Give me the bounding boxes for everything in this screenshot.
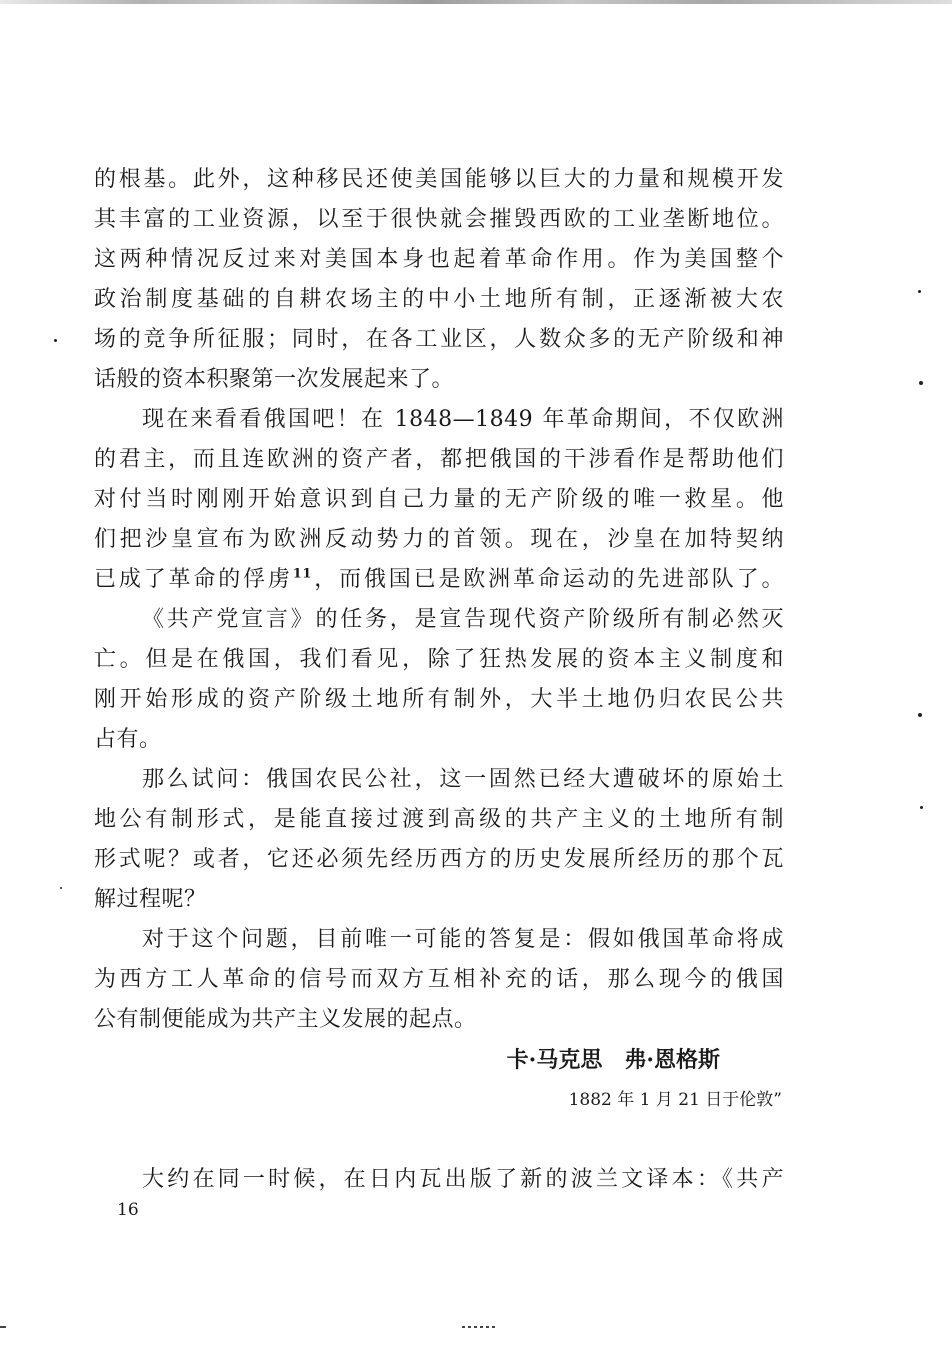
body-line bbox=[94, 560, 784, 600]
scan-speck bbox=[920, 806, 923, 809]
body-line bbox=[94, 640, 784, 680]
body-line bbox=[94, 520, 784, 560]
body-line bbox=[94, 600, 784, 640]
body-line-text: 对付当时刚刚开始意识到自己力量的无产阶级的唯一救星。他 bbox=[94, 487, 784, 512]
scan-speck bbox=[918, 713, 922, 717]
body-line bbox=[94, 160, 784, 200]
body-line bbox=[94, 360, 784, 400]
after-line-text: 大约在同一时候，在日内瓦出版了新的波兰文译本：《共产 bbox=[142, 1167, 784, 1192]
continuation-text bbox=[94, 1160, 784, 1200]
body-line-text: 其丰富的工业资源，以至于很快就会摧毁西欧的工业垄断地位。 bbox=[94, 207, 784, 232]
section-gap bbox=[94, 1120, 784, 1160]
body-line-text: 《共产党宣言》的任务，是宣告现代资产阶级所有制必然灭 bbox=[142, 607, 784, 632]
main-text bbox=[94, 160, 784, 1040]
footnote-ref[interactable]: 11 bbox=[292, 566, 312, 582]
body-line-text: 公有制便能成为共产主义发展的起点。 bbox=[94, 1007, 477, 1032]
body-line bbox=[94, 880, 784, 920]
body-line-text: 为西方工人革命的信号而双方互相补充的话，那么现今的俄国 bbox=[94, 967, 784, 992]
body-line bbox=[94, 480, 784, 520]
body-line-text: 对于这个问题，目前唯一可能的答复是：假如俄国革命将成 bbox=[142, 927, 784, 952]
body-line-text: 地公有制形式，是能直接过渡到高级的共产主义的土地所有制 bbox=[94, 807, 784, 832]
scan-top-edge bbox=[0, 0, 952, 4]
page-number: 16 bbox=[117, 1200, 139, 1220]
dateline: 1882 年 1 月 21 日于伦敦” bbox=[568, 1090, 782, 1110]
body-line bbox=[94, 800, 784, 840]
body-line bbox=[94, 840, 784, 880]
body-line bbox=[94, 680, 784, 720]
body-line bbox=[94, 200, 784, 240]
body-line-text: 的君主，而且连欧洲的资产者，都把俄国的干涉看作是帮助他们 bbox=[94, 447, 784, 472]
body-line-text: 场的竞争所征服；同时，在各工业区，人数众多的无产阶级和神 bbox=[94, 327, 784, 352]
body-line bbox=[94, 320, 784, 360]
body-line-text-tail: ，而俄国已是欧洲革命运动的先进部队了。 bbox=[311, 567, 784, 592]
body-line-text: 政治制度基础的自耕农场主的中小土地所有制，正逐渐被大农 bbox=[94, 287, 784, 312]
body-line bbox=[94, 720, 784, 760]
body-line bbox=[94, 760, 784, 800]
body-line-text: 解过程呢？ bbox=[94, 887, 207, 912]
signature: 卡·马克思 弗·恩格斯 bbox=[506, 1047, 720, 1073]
body-line-text: 现在来看看俄国吧！在 1848—1849 年革命期间，不仅欧洲 bbox=[142, 407, 784, 432]
scan-speck bbox=[60, 887, 62, 889]
body-line bbox=[94, 1000, 784, 1040]
body-line bbox=[94, 920, 784, 960]
body-line-text: 刚开始形成的资产阶级土地所有制外，大半土地仍归农民公共 bbox=[94, 687, 784, 712]
scan-speck bbox=[918, 290, 921, 293]
body-line bbox=[94, 960, 784, 1000]
body-line-text: 已成了革命的俘虏 bbox=[94, 567, 293, 592]
scan-corner-mark bbox=[0, 1326, 6, 1328]
body-line bbox=[94, 440, 784, 480]
after-line bbox=[94, 1160, 784, 1200]
scan-speck bbox=[919, 381, 923, 385]
body-line bbox=[94, 400, 784, 440]
scan-bottom-mark bbox=[462, 1326, 498, 1328]
body-line-text: 这两种情况反过来对美国本身也起着革命作用。作为美国整个 bbox=[94, 247, 784, 272]
body-line bbox=[94, 240, 784, 280]
body-line-text: 形式呢？或者，它还必须先经历西方的历史发展所经历的那个瓦 bbox=[94, 847, 784, 872]
body-line-text: 亡。但是在俄国，我们看见，除了狂热发展的资本主义制度和 bbox=[94, 647, 784, 672]
body-line-text: 话般的资本积聚第一次发展起来了。 bbox=[94, 367, 455, 392]
body-line-text: 占有。 bbox=[94, 727, 162, 752]
page-body bbox=[94, 160, 784, 1200]
scan-speck bbox=[54, 339, 57, 342]
body-line-text: 那么试问：俄国农民公社，这一固然已经大遭破坏的原始土 bbox=[142, 767, 784, 792]
body-line-text: 们把沙皇宣布为欧洲反动势力的首领。现在，沙皇在加特契纳 bbox=[94, 527, 784, 552]
body-line-text: 的根基。此外，这种移民还使美国能够以巨大的力量和规模开发 bbox=[94, 167, 784, 192]
body-line bbox=[94, 280, 784, 320]
